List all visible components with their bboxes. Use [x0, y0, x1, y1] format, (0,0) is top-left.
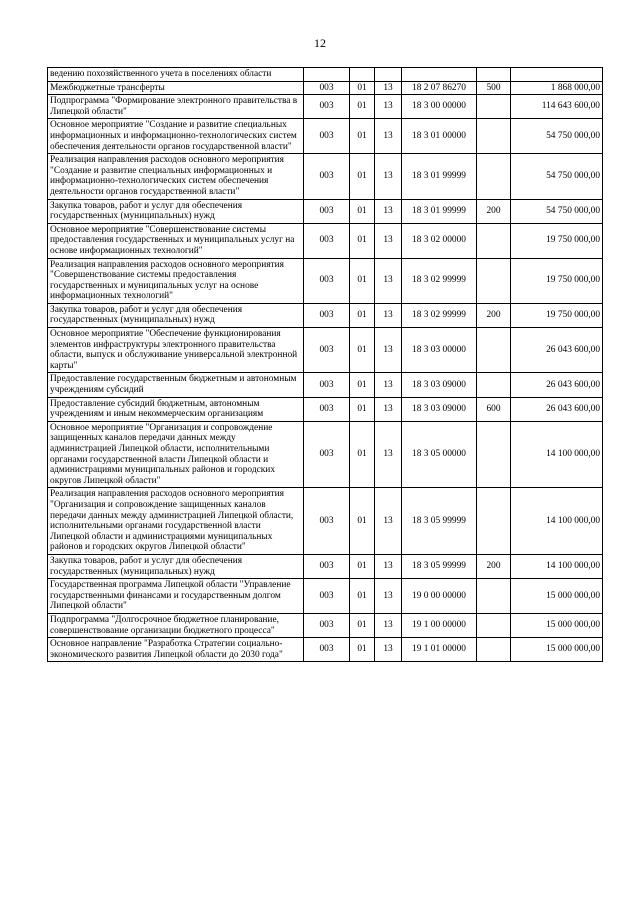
- cell-section: 01: [350, 258, 375, 303]
- cell-subsection: 13: [375, 373, 402, 397]
- table-row: [48, 397, 603, 421]
- cell-target-article: 18 3 05 99999: [402, 554, 477, 578]
- cell-subsection: 13: [375, 328, 402, 373]
- cell-expense-type: 500: [477, 81, 511, 95]
- cell-section: 01: [350, 638, 375, 662]
- cell-amount: 14 100 000,00: [511, 488, 603, 555]
- cell-target-article: 18 2 07 86270: [402, 81, 477, 95]
- cell-subsection: 13: [375, 303, 402, 327]
- cell-amount: 54 750 000,00: [511, 154, 603, 199]
- cell-admin-code: 003: [304, 119, 350, 154]
- cell-section: 01: [350, 95, 375, 119]
- cell-admin-code: 003: [304, 373, 350, 397]
- table-row: [48, 223, 603, 258]
- cell-expense-type: [477, 68, 511, 82]
- cell-admin-code: 003: [304, 397, 350, 421]
- cell-subsection: 13: [375, 638, 402, 662]
- cell-target-article: 18 3 02 99999: [402, 303, 477, 327]
- cell-description: Закупка товаров, работ и услуг для обеспечения государственных (муниципальных) нужд: [48, 303, 304, 327]
- cell-admin-code: 003: [304, 421, 350, 488]
- cell-expense-type: [477, 119, 511, 154]
- cell-amount: 15 000 000,00: [511, 638, 603, 662]
- table-row: [48, 199, 603, 223]
- cell-description: Подпрограмма "Формирование электронного правительства в Липецкой области": [48, 95, 304, 119]
- cell-target-article: 18 3 01 00000: [402, 119, 477, 154]
- cell-amount: 15 000 000,00: [511, 579, 603, 614]
- cell-target-article: 18 3 03 00000: [402, 328, 477, 373]
- table-row: [48, 613, 603, 637]
- cell-admin-code: 003: [304, 638, 350, 662]
- table-row: [48, 95, 603, 119]
- cell-target-article: 19 0 00 00000: [402, 579, 477, 614]
- table-row: [48, 638, 603, 662]
- table-row: [48, 154, 603, 199]
- cell-description: ведению похозяйственного учета в поселениях области: [48, 68, 304, 82]
- cell-expense-type: [477, 488, 511, 555]
- cell-description: Государственная программа Липецкой области "Управление государственными финансами и государственным долгом Липецкой области": [48, 579, 304, 614]
- cell-section: 01: [350, 223, 375, 258]
- cell-section: 01: [350, 119, 375, 154]
- cell-section: 01: [350, 328, 375, 373]
- cell-expense-type: 600: [477, 397, 511, 421]
- cell-target-article: [402, 68, 477, 82]
- cell-subsection: 13: [375, 397, 402, 421]
- cell-amount: 26 043 600,00: [511, 397, 603, 421]
- table-row: [48, 328, 603, 373]
- cell-amount: 1 868 000,00: [511, 81, 603, 95]
- table-row: [48, 579, 603, 614]
- cell-description: Реализация направления расходов основного мероприятия "Организация и сопровождение защищенных каналов передачи данных между администрацией Липецкой области, исполнительными органами государственной власти Липецкой области и администрациями муниципальных районов и городских округов Липецкой области": [48, 488, 304, 555]
- cell-target-article: 18 3 01 99999: [402, 154, 477, 199]
- cell-subsection: 13: [375, 554, 402, 578]
- table-row: [48, 119, 603, 154]
- cell-description: Основное мероприятие "Совершенствование системы предоставления государственных и муниципальных услуг на основе информационных технологий": [48, 223, 304, 258]
- cell-admin-code: 003: [304, 258, 350, 303]
- cell-amount: 19 750 000,00: [511, 223, 603, 258]
- cell-section: [350, 68, 375, 82]
- cell-amount: 15 000 000,00: [511, 613, 603, 637]
- cell-subsection: 13: [375, 95, 402, 119]
- cell-section: 01: [350, 554, 375, 578]
- cell-section: 01: [350, 199, 375, 223]
- cell-amount: 54 750 000,00: [511, 199, 603, 223]
- cell-target-article: 18 3 03 09000: [402, 373, 477, 397]
- cell-amount: 14 100 000,00: [511, 421, 603, 488]
- cell-subsection: 13: [375, 421, 402, 488]
- cell-description: Закупка товаров, работ и услуг для обеспечения государственных (муниципальных) нужд: [48, 554, 304, 578]
- cell-section: 01: [350, 373, 375, 397]
- cell-description: Межбюджетные трансферты: [48, 81, 304, 95]
- table-row: [48, 258, 603, 303]
- cell-expense-type: [477, 258, 511, 303]
- table-row: [48, 68, 603, 82]
- cell-target-article: 18 3 00 00000: [402, 95, 477, 119]
- cell-subsection: 13: [375, 613, 402, 637]
- cell-expense-type: 200: [477, 303, 511, 327]
- cell-amount: 19 750 000,00: [511, 258, 603, 303]
- cell-description: Основное мероприятие "Организация и сопровождение защищенных каналов передачи данных между администрацией Липецкой области, исполнительными органами государственной власти Липецкой области и администрациями муниципальных районов и городских округов Липецкой области": [48, 421, 304, 488]
- cell-description: Предоставление субсидий бюджетным, автономным учреждениям и иным некоммерческим организациям: [48, 397, 304, 421]
- table-row: [48, 373, 603, 397]
- table-row: [48, 554, 603, 578]
- cell-section: 01: [350, 488, 375, 555]
- cell-admin-code: 003: [304, 554, 350, 578]
- cell-admin-code: 003: [304, 223, 350, 258]
- cell-admin-code: 003: [304, 199, 350, 223]
- table-row: [48, 303, 603, 327]
- cell-expense-type: [477, 421, 511, 488]
- cell-subsection: 13: [375, 81, 402, 95]
- cell-amount: 19 750 000,00: [511, 303, 603, 327]
- cell-target-article: 18 3 01 99999: [402, 199, 477, 223]
- cell-subsection: 13: [375, 199, 402, 223]
- cell-target-article: 19 1 01 00000: [402, 638, 477, 662]
- cell-amount: 26 043 600,00: [511, 373, 603, 397]
- cell-admin-code: 003: [304, 328, 350, 373]
- cell-description: Реализация направления расходов основного мероприятия "Создание и развитие специальных информационных и информационно-технологических систем обеспечения деятельности органов государственной власти": [48, 154, 304, 199]
- cell-subsection: 13: [375, 488, 402, 555]
- cell-subsection: 13: [375, 154, 402, 199]
- cell-admin-code: 003: [304, 579, 350, 614]
- cell-section: 01: [350, 397, 375, 421]
- cell-description: Подпрограмма "Долгосрочное бюджетное планирование, совершенствование организации бюджетного процесса": [48, 613, 304, 637]
- cell-admin-code: 003: [304, 488, 350, 555]
- cell-description: Основное направление "Разработка Стратегии социально-экономического развития Липецкой области до 2030 года": [48, 638, 304, 662]
- cell-section: 01: [350, 613, 375, 637]
- cell-expense-type: [477, 154, 511, 199]
- cell-expense-type: [477, 328, 511, 373]
- cell-target-article: 18 3 05 99999: [402, 488, 477, 555]
- cell-subsection: [375, 68, 402, 82]
- cell-admin-code: [304, 68, 350, 82]
- cell-subsection: 13: [375, 579, 402, 614]
- cell-section: 01: [350, 579, 375, 614]
- cell-expense-type: 200: [477, 199, 511, 223]
- cell-target-article: 19 1 00 00000: [402, 613, 477, 637]
- cell-description: Предоставление государственным бюджетным и автономным учреждениям субсидий: [48, 373, 304, 397]
- cell-subsection: 13: [375, 223, 402, 258]
- table-row: [48, 81, 603, 95]
- cell-amount: 26 043 600,00: [511, 328, 603, 373]
- cell-expense-type: [477, 95, 511, 119]
- cell-admin-code: 003: [304, 81, 350, 95]
- cell-target-article: 18 3 05 00000: [402, 421, 477, 488]
- cell-section: 01: [350, 81, 375, 95]
- cell-expense-type: [477, 223, 511, 258]
- cell-section: 01: [350, 303, 375, 327]
- cell-expense-type: [477, 579, 511, 614]
- cell-description: Основное мероприятие "Создание и развитие специальных информационных и информационно-технологических систем обеспечения деятельности органов государственной власти": [48, 119, 304, 154]
- cell-description: Реализация направления расходов основного мероприятия "Совершенствование системы предоставления государственных и муниципальных услуг на основе информационных технологий": [48, 258, 304, 303]
- cell-description: Закупка товаров, работ и услуг для обеспечения государственных (муниципальных) нужд: [48, 199, 304, 223]
- cell-subsection: 13: [375, 119, 402, 154]
- table-row: [48, 421, 603, 488]
- cell-amount: [511, 68, 603, 82]
- cell-admin-code: 003: [304, 95, 350, 119]
- cell-description: Основное мероприятие "Обеспечение функционирования элементов инфраструктуры электронного правительства области, выпуск и обслуживание универсальной электронной карты": [48, 328, 304, 373]
- cell-amount: 14 100 000,00: [511, 554, 603, 578]
- cell-target-article: 18 3 02 00000: [402, 223, 477, 258]
- cell-admin-code: 003: [304, 154, 350, 199]
- page-number: 12: [314, 36, 326, 50]
- cell-expense-type: [477, 613, 511, 637]
- table-row: [48, 488, 603, 555]
- cell-admin-code: 003: [304, 303, 350, 327]
- cell-expense-type: 200: [477, 554, 511, 578]
- budget-table: [47, 67, 603, 662]
- cell-amount: 54 750 000,00: [511, 119, 603, 154]
- cell-subsection: 13: [375, 258, 402, 303]
- cell-target-article: 18 3 03 09000: [402, 397, 477, 421]
- cell-admin-code: 003: [304, 613, 350, 637]
- cell-amount: 114 643 600,00: [511, 95, 603, 119]
- cell-section: 01: [350, 154, 375, 199]
- cell-expense-type: [477, 638, 511, 662]
- cell-section: 01: [350, 421, 375, 488]
- cell-target-article: 18 3 02 99999: [402, 258, 477, 303]
- cell-expense-type: [477, 373, 511, 397]
